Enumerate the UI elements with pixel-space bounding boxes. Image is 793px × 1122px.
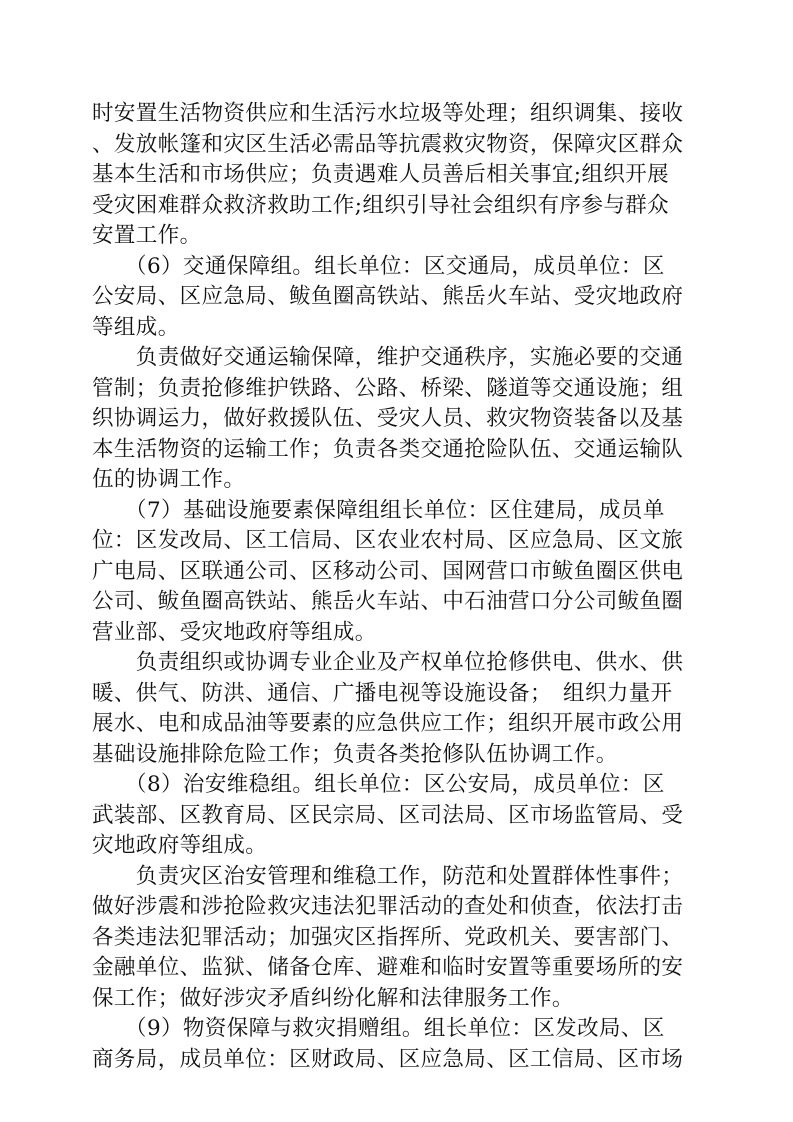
- paragraph-supplies-group-heading: （9）物资保障与救灾捐赠组。组长单位：区发改局、区 商务局，成员单位：区财政局、区应急局、区工信局、区市场: [92, 1016, 684, 1072]
- paragraph-transport-group-heading: （6）交通保障组。组长单位：区交通局，成员单位：区 公安局、区应急局、鲅鱼圈高铁站、熊岳火车站、受灾地政府 等组成。: [92, 253, 684, 340]
- paragraph-security-group-heading: （8）治安维稳组。组长单位：区公安局，成员单位：区 武装部、区教育局、区民宗局、区司法局、区市场监管局、受 灾地政府等组成。: [92, 772, 684, 858]
- document-body: [92, 99, 707, 1075]
- paragraph-infrastructure-duties: 负责组织或协调专业企业及产权单位抢修供电、供水、供 暖、供气、防洪、通信、广播电视等设施设备； 组织力量开 展水、电和成品油等要素的应急供应工作；组织开展市政公用 基础设施排除危险工作；负责各类抢修队伍协调工作。: [92, 650, 684, 767]
- paragraph-security-duties: 负责灾区治安管理和维稳工作，防范和处置群体性事件； 做好涉震和涉抢险救灾违法犯罪活动的查处和侦查，依法打击 各类违法犯罪活动；加强灾区指挥所、党政机关、要害部门、 金融单位、监狱、储备仓库、避难和临时安置等重要场所的安 保工作；做好涉灾矛盾纠纷化解和法律服务工作。: [92, 863, 684, 1011]
- paragraph-transport-duties: 负责做好交通运输保障，维护交通秩序，实施必要的交通 管制；负责抢修维护铁路、公路、桥梁、隧道等交通设施；组 织协调运力，做好救援队伍、受灾人员、救灾物资装备以及基 本生活物资的运输工作；负责各类交通抢险队伍、交通运输队 伍的协调工作。: [92, 345, 684, 492]
- paragraph-infrastructure-group-heading: （7）基础设施要素保障组组长单位：区住建局，成员单 位：区发改局、区工信局、区农业农村局、区应急局、区文旅 广电局、区联通公司、区移动公司、国网营口市鲅鱼圈区供电 公司、鲅鱼圈高铁站、熊岳火车站、中石油营口分公司鲅鱼圈 营业部、受灾地政府等组成。: [92, 497, 684, 645]
- paragraph-resettlement-continued: 时安置生活物资供应和生活污水垃圾等处理；组织调集、接收 、发放帐篷和灾区生活必需品等抗震救灾物资，保障灾区群众 基本生活和市场供应；负责遇难人员善后相关事宜;组织开展 受灾困难群众救济救助工作;组织引导社会组织有序参与群众 安置工作。: [92, 101, 684, 248]
